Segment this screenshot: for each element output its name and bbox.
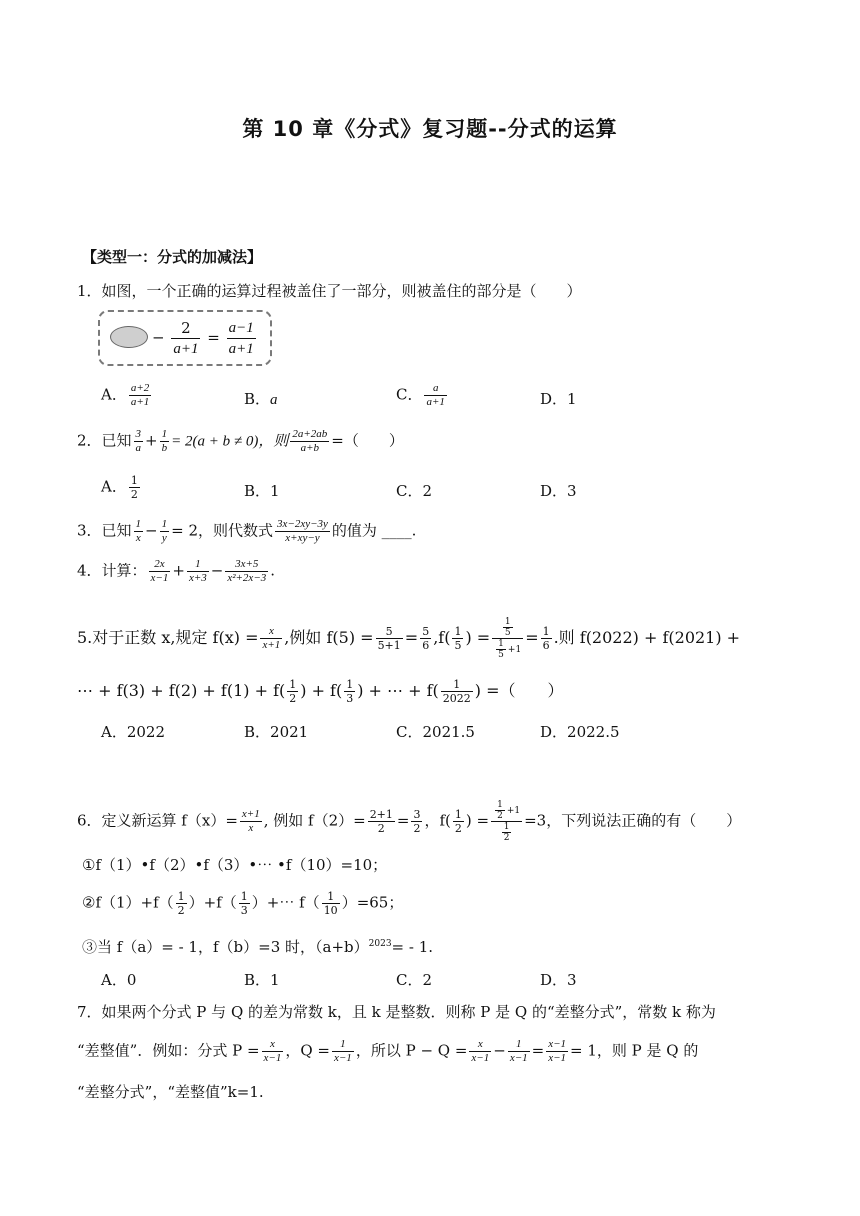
page-title: 第 10 章《分式》复习题--分式的运算: [242, 117, 618, 141]
question-1-text: 1．如图，一个正确的运算过程被盖住了一部分，则被盖住的部分是（ ）: [77, 282, 582, 300]
q6-option-d: D．3: [540, 971, 577, 989]
q2-option-a: A． $\frac{1}{2}$: [101, 474, 138, 501]
q6-option-a: A．0: [101, 971, 137, 989]
covered-part-ellipse: [110, 326, 148, 348]
question-5-line-1: 5.对于正数 x,规定 f(x) = $\frac{x}{x+1}$ ,例如 f(5) = $\frac{5}{5+1}$ = $\frac{5}{6}$ ,f( $\frac{1}{5}$ ) = $\frac{1}{5}$ $\frac{1}{5}$ +1 = $\frac{1}{6}$ .则 f(2022) + f(2021) +: [77, 617, 741, 660]
question-7-line-3: “差整分式”，“差整值”k=1.: [77, 1083, 264, 1101]
q5-option-b: B．2021: [244, 723, 309, 741]
question-6-text: 6．定义新运算 f（x）= $\frac{x+1}{x}$ , 例如 f（2）= $\frac{2+1}{2}$ = $\frac{3}{2}$ ，f( $\frac{1}{2}$ ) = $\frac{1}{2}$ +1 $\frac{1}{2}$ =3，下列说法正确的有（ ）: [77, 800, 742, 843]
section-heading: 【类型一：分式的加减法】: [82, 248, 263, 266]
q5-option-d: D．2022.5: [540, 723, 620, 741]
q6-option-b: B．1: [244, 971, 280, 989]
q2-option-b: B．1: [244, 482, 280, 500]
question-2-text: 2．已知 $\frac{3}{a}$ + $\frac{1}{b}$ = 2(a + b ≠ 0)，则 $\frac{2a+2ab}{a+b}$ =（ ）: [77, 428, 404, 454]
question-3-text: 3．已知 $\frac{1}{x}$ − $\frac{1}{y}$ = 2，则代数式 $\frac{3x-2xy-3y}{x+xy-y}$ 的值为 ____.: [77, 518, 417, 544]
q2-option-c: C．2: [396, 482, 433, 500]
q1-option-a: A． $\frac{a+2}{a+1}$: [101, 382, 150, 408]
q6-statement-3: ③当 f（a）= - 1，f（b）=3 时，$(a+b)^{2023}= - 1$.: [82, 938, 434, 956]
q6-statement-1: ①f（1）•f（2）•f（3）•⋯ •f（10）=10；: [82, 856, 388, 874]
question-7-line-2: “差整值”．例如：分式 P = $\frac{x}{x-1}$ ，Q = $\frac{1}{x-1}$ ，所以 P − Q = $\frac{x}{x-1}$ − $\frac{1}{x-1}$ = $\frac{x-1}{x-1}$ = 1，则 P 是 Q 的: [77, 1038, 699, 1064]
q5-option-a: A．2022: [101, 723, 166, 741]
question-4-text: 4．计算： $\frac{2x}{x-1}$ + $\frac{1}{x+3}$ − $\frac{3x+5}{\text{x²+2x−3}}$ .: [77, 558, 276, 584]
q1-option-b: B．a: [244, 390, 278, 408]
q6-statement-2: ②f（1）+f（ $\frac{1}{2}$ ）+f（ $\frac{1}{3}$ ）+⋯ f（ $\frac{1}{10}$ ）=65；: [82, 890, 404, 917]
box-expression: − $\frac{2}{a+1}$ = $\frac{a-1}{a+1}$: [152, 319, 254, 357]
box-fraction-1: $\frac{2}{a+1}$: [173, 319, 199, 357]
q2-option-d: D．3: [540, 482, 577, 500]
question-7-line-1: 7．如果两个分式 P 与 Q 的差为常数 k，且 k 是整数．则称 P 是 Q 的“差整分式”，常数 k 称为: [77, 1003, 716, 1021]
q1-option-d: D．1: [540, 390, 577, 408]
q6-option-c: C．2: [396, 971, 433, 989]
question-5-line-2: ⋯ + f(3) + f(2) + f(1) + f( $\frac{1}{2}$ ) + f( $\frac{1}{3}$ ) + ⋯ + f( $\frac{1}{2022}$ ) =（ ）: [77, 678, 564, 705]
q1-option-c: C． $\frac{a}{a+1}$: [396, 382, 445, 408]
box-fraction-2: $\frac{a-1}{a+1}$: [228, 320, 254, 357]
q5-option-c: C．2021.5: [396, 723, 475, 741]
